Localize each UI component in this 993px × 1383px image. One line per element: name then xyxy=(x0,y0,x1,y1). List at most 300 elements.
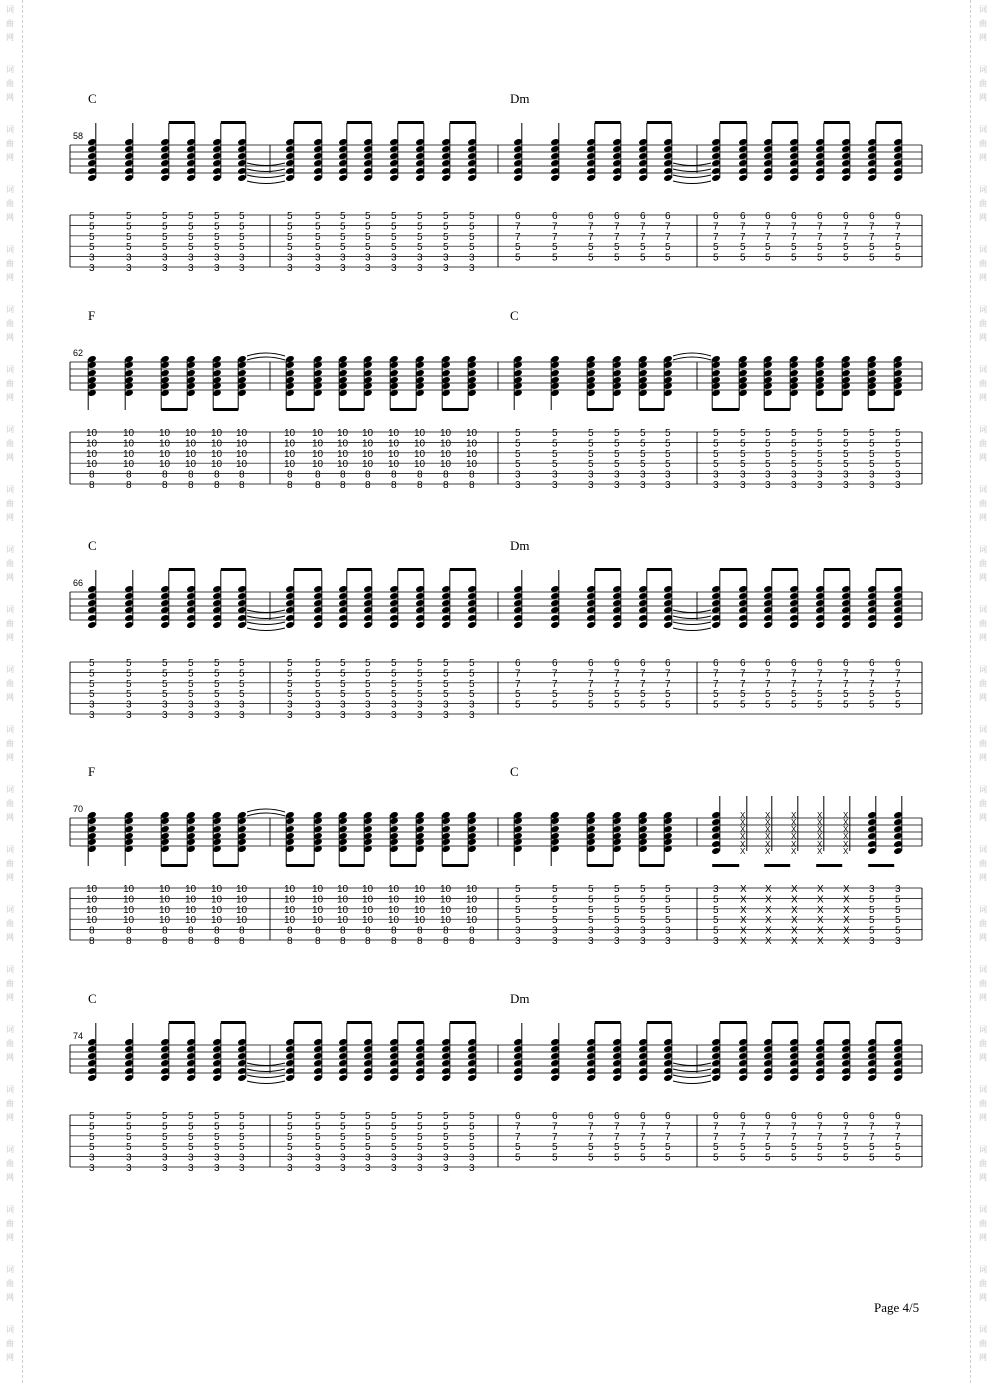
tab-number: 3 xyxy=(214,699,220,711)
watermark-char: 网 xyxy=(979,1173,987,1182)
tab-number: 10 xyxy=(466,894,478,906)
watermark-char: 曲 xyxy=(979,1339,987,1348)
tab-number: 7 xyxy=(765,221,771,233)
watermark-char: 曲 xyxy=(979,199,987,208)
muted-note-head: X xyxy=(817,847,823,856)
tab-number: 5 xyxy=(315,689,321,701)
beam xyxy=(647,568,672,571)
tab-number: 6 xyxy=(740,658,746,669)
tab-number: 5 xyxy=(365,242,371,254)
tab-number: 6 xyxy=(869,1111,875,1122)
tab-number: 5 xyxy=(126,211,132,222)
watermark-char: 词 xyxy=(979,305,987,314)
tab-number: 5 xyxy=(640,252,646,264)
tab-number: 5 xyxy=(817,689,823,701)
tab-number: 5 xyxy=(239,658,245,669)
tab-number: X xyxy=(817,915,824,927)
tab-number: 5 xyxy=(588,438,594,450)
tab-number: 3 xyxy=(515,480,521,491)
tab-number: 5 xyxy=(817,1142,823,1154)
watermark-char: 网 xyxy=(6,693,14,702)
tab-number: 10 xyxy=(362,428,374,439)
tab-number: 8 xyxy=(315,480,321,491)
tab-number: 5 xyxy=(417,1111,423,1122)
tab-number: 5 xyxy=(89,1111,95,1122)
tab-number: 5 xyxy=(765,699,771,711)
tab-number: 3 xyxy=(552,936,558,947)
tab-number: 5 xyxy=(162,678,168,690)
tab-number: 8 xyxy=(469,936,475,947)
tab-number: 3 xyxy=(214,252,220,264)
tab-number: 5 xyxy=(869,689,875,701)
tab-number: 5 xyxy=(515,904,521,916)
tab-number: 5 xyxy=(443,658,449,669)
tab-number: 5 xyxy=(552,459,558,471)
tab-number: X xyxy=(740,884,747,895)
tab-number: 10 xyxy=(466,884,478,895)
muted-note-head: X xyxy=(843,840,849,849)
tab-number: 3 xyxy=(214,1152,220,1164)
tab-number: 5 xyxy=(340,211,346,222)
tab-number: 10 xyxy=(86,904,98,916)
tab-number: 3 xyxy=(765,480,771,491)
watermark-char: 曲 xyxy=(979,139,987,148)
measure-number: 62 xyxy=(73,348,84,358)
tab-number: X xyxy=(817,925,824,937)
tab-number: 10 xyxy=(211,459,223,471)
tab-number: 5 xyxy=(340,1121,346,1133)
tab-number: 3 xyxy=(89,252,95,264)
watermark-char: 网 xyxy=(6,513,14,522)
tab-number: 7 xyxy=(791,221,797,233)
tab-number: 5 xyxy=(365,1121,371,1133)
tab-number: 5 xyxy=(315,242,321,254)
tab-number: 5 xyxy=(315,1111,321,1122)
muted-note-head: X xyxy=(817,818,823,827)
tab-number: 5 xyxy=(214,668,220,680)
tab-number: 3 xyxy=(713,884,719,895)
tab-number: 3 xyxy=(214,710,220,721)
tab-number: 7 xyxy=(515,231,521,243)
watermark-char: 词 xyxy=(6,905,14,914)
tab-number: X xyxy=(817,894,824,906)
muted-note-head: X xyxy=(740,840,746,849)
tab-number: 5 xyxy=(417,689,423,701)
watermark-char: 曲 xyxy=(6,439,14,448)
tab-number: 3 xyxy=(391,1163,397,1174)
tab-number: 10 xyxy=(414,894,426,906)
tab-number: 10 xyxy=(337,884,349,895)
tab-number: 6 xyxy=(765,658,771,669)
tab-number: X xyxy=(843,915,850,927)
tab-number: 3 xyxy=(469,252,475,264)
tab-number: 5 xyxy=(588,459,594,471)
muted-note-head: X xyxy=(740,825,746,834)
tab-number: 5 xyxy=(552,894,558,906)
tab-number: 10 xyxy=(362,915,374,927)
tab-number: 5 xyxy=(469,221,475,233)
beam xyxy=(647,121,672,124)
tab-number: X xyxy=(765,925,772,937)
tab-number: 10 xyxy=(414,438,426,450)
tab-number: X xyxy=(817,884,824,895)
tab-number: 5 xyxy=(315,1121,321,1133)
tab-number: 5 xyxy=(417,221,423,233)
tab-number: 5 xyxy=(588,894,594,906)
tab-number: 10 xyxy=(86,448,98,460)
tab-number: 5 xyxy=(895,904,901,916)
tab-number: 5 xyxy=(89,658,95,669)
tab-number: 5 xyxy=(895,428,901,439)
system-70 xyxy=(70,764,922,947)
tab-number: 5 xyxy=(869,448,875,460)
tab-number: 10 xyxy=(185,915,197,927)
tab-number: X xyxy=(765,884,772,895)
tab-number: 5 xyxy=(640,438,646,450)
tab-number: X xyxy=(791,884,798,895)
beam xyxy=(213,864,238,867)
muted-note-head: X xyxy=(791,811,797,820)
watermark-char: 曲 xyxy=(979,439,987,448)
tab-number: 8 xyxy=(89,936,95,947)
tab-number: 7 xyxy=(588,231,594,243)
tie xyxy=(247,357,285,360)
tab-number: 6 xyxy=(791,1111,797,1122)
tab-number: 10 xyxy=(362,884,374,895)
tab-number: 5 xyxy=(188,211,194,222)
page-number: Page 4/5 xyxy=(874,1300,920,1315)
tab-number: 5 xyxy=(665,438,671,450)
watermark-char: 网 xyxy=(979,573,987,582)
tab-number: 10 xyxy=(284,884,296,895)
watermark-char: 词 xyxy=(979,125,987,134)
watermark-char: 网 xyxy=(979,453,987,462)
tab-number: 3 xyxy=(443,710,449,721)
chord-name: F xyxy=(88,308,96,323)
tab-number: 6 xyxy=(614,211,620,222)
measure-number: 66 xyxy=(73,578,84,588)
watermark-char: 词 xyxy=(979,1145,987,1154)
watermark-char: 网 xyxy=(979,753,987,762)
tab-number: 3 xyxy=(713,480,719,491)
watermark-char: 词 xyxy=(979,845,987,854)
tab-number: 6 xyxy=(552,1111,558,1122)
tab-number: 5 xyxy=(614,459,620,471)
beam xyxy=(595,568,621,571)
watermark-char: 曲 xyxy=(979,499,987,508)
tab-number: 3 xyxy=(340,263,346,274)
beam xyxy=(595,121,621,124)
tab-number: 5 xyxy=(188,1131,194,1143)
tab-number: 6 xyxy=(713,658,719,669)
watermark-char: 网 xyxy=(6,1173,14,1182)
tab-number: 5 xyxy=(214,1111,220,1122)
tab-number: 5 xyxy=(162,1131,168,1143)
tab-number: 5 xyxy=(365,668,371,680)
watermark-char: 曲 xyxy=(979,679,987,688)
tab-number: 5 xyxy=(287,689,293,701)
tab-number: 5 xyxy=(515,689,521,701)
tab-number: 10 xyxy=(388,915,400,927)
tab-number: 5 xyxy=(869,428,875,439)
tab-number: 3 xyxy=(89,263,95,274)
tab-number: 5 xyxy=(340,231,346,243)
tab-number: 5 xyxy=(417,242,423,254)
muted-note-head: X xyxy=(791,847,797,856)
tab-number: 8 xyxy=(239,480,245,491)
tab-number: 5 xyxy=(614,689,620,701)
tab-number: 3 xyxy=(188,252,194,264)
tab-number: 3 xyxy=(162,263,168,274)
watermark-char: 词 xyxy=(979,1325,987,1334)
beam xyxy=(294,568,322,571)
tab-number: 5 xyxy=(315,211,321,222)
watermark-char: 词 xyxy=(6,1265,14,1274)
beam xyxy=(221,1021,246,1024)
tab-number: 8 xyxy=(214,936,220,947)
tab-number: 5 xyxy=(817,459,823,471)
beam xyxy=(639,408,664,411)
tab-number: 5 xyxy=(188,689,194,701)
tab-number: 5 xyxy=(817,438,823,450)
tab-number: 3 xyxy=(588,925,594,937)
tab-number: 10 xyxy=(86,915,98,927)
tab-number: 7 xyxy=(713,668,719,680)
muted-note-head: X xyxy=(843,818,849,827)
tab-number: 6 xyxy=(640,1111,646,1122)
tab-number: 5 xyxy=(552,1152,558,1164)
tab-number: 10 xyxy=(86,438,98,450)
tab-number: 3 xyxy=(315,710,321,721)
tab-number: 10 xyxy=(440,448,452,460)
tab-number: 5 xyxy=(552,438,558,450)
beam xyxy=(450,1021,476,1024)
tab-number: 7 xyxy=(614,678,620,690)
tab-number: 10 xyxy=(312,904,324,916)
beam xyxy=(221,121,246,124)
tab-number: 5 xyxy=(214,1131,220,1143)
tie xyxy=(673,181,711,184)
tab-number: 5 xyxy=(515,1142,521,1154)
beam xyxy=(824,568,850,571)
tab-number: 5 xyxy=(843,448,849,460)
tie xyxy=(247,1069,285,1072)
tab-number: 5 xyxy=(665,1152,671,1164)
tab-number: 3 xyxy=(239,699,245,711)
tab-number: 5 xyxy=(89,211,95,222)
beam xyxy=(347,568,372,571)
tab-number: 10 xyxy=(466,459,478,471)
tab-number: 7 xyxy=(614,668,620,680)
tab-number: 8 xyxy=(391,936,397,947)
watermark-char: 词 xyxy=(6,605,14,614)
tab-number: 3 xyxy=(365,1152,371,1164)
tab-number: 10 xyxy=(284,894,296,906)
tab-number: 5 xyxy=(239,1111,245,1122)
tab-number: 5 xyxy=(765,459,771,471)
watermark-char: 网 xyxy=(6,1353,14,1362)
tab-number: 8 xyxy=(340,469,346,481)
tab-number: 5 xyxy=(640,915,646,927)
beam xyxy=(772,568,798,571)
tab-number: 5 xyxy=(287,242,293,254)
tab-number: 6 xyxy=(895,211,901,222)
chord-name: Dm xyxy=(510,538,530,553)
tab-number: 7 xyxy=(869,1121,875,1133)
tab-number: 3 xyxy=(365,710,371,721)
tab-number: 3 xyxy=(214,263,220,274)
tab-number: 5 xyxy=(287,231,293,243)
tab-number: 5 xyxy=(552,428,558,439)
tab-number: 5 xyxy=(214,231,220,243)
tab-number: 7 xyxy=(869,221,875,233)
tab-number: 3 xyxy=(89,1152,95,1164)
tab-number: 5 xyxy=(89,689,95,701)
tab-number: 5 xyxy=(791,689,797,701)
watermark-char: 曲 xyxy=(979,559,987,568)
tab-number: 8 xyxy=(417,936,423,947)
muted-note-head: X xyxy=(765,825,771,834)
beam xyxy=(720,121,747,124)
tab-number: 5 xyxy=(515,242,521,254)
tab-number: 3 xyxy=(895,480,901,491)
tab-number: 8 xyxy=(443,480,449,491)
tab-number: 3 xyxy=(188,1163,194,1174)
tab-number: X xyxy=(740,936,747,947)
muted-note-head: X xyxy=(765,840,771,849)
watermark-char: 曲 xyxy=(6,799,14,808)
tab-number: 7 xyxy=(713,231,719,243)
tab-number: 5 xyxy=(640,894,646,906)
tab-number: 8 xyxy=(188,469,194,481)
tab-number: 5 xyxy=(469,242,475,254)
tab-number: 5 xyxy=(614,252,620,264)
watermark-char: 曲 xyxy=(979,1279,987,1288)
tab-number: 10 xyxy=(414,915,426,927)
tab-number: 7 xyxy=(665,231,671,243)
tab-number: 6 xyxy=(588,1111,594,1122)
tab-number: 10 xyxy=(159,904,171,916)
tab-number: 8 xyxy=(417,480,423,491)
tab-number: 5 xyxy=(614,438,620,450)
beam xyxy=(712,864,739,867)
muted-note-head: X xyxy=(765,811,771,820)
tab-number: 7 xyxy=(740,678,746,690)
tab-number: 5 xyxy=(391,678,397,690)
tab-number: 7 xyxy=(765,678,771,690)
watermark-char: 词 xyxy=(6,965,14,974)
tab-number: 3 xyxy=(188,699,194,711)
tab-number: 5 xyxy=(869,915,875,927)
tab-number: 5 xyxy=(340,658,346,669)
tab-number: 5 xyxy=(817,1152,823,1164)
tab-number: 10 xyxy=(440,459,452,471)
muted-note-head: X xyxy=(843,811,849,820)
tab-number: 5 xyxy=(391,231,397,243)
watermark-char: 网 xyxy=(979,1233,987,1242)
tab-number: 5 xyxy=(614,428,620,439)
tab-number: 3 xyxy=(417,1152,423,1164)
tab-number: 3 xyxy=(340,710,346,721)
tab-number: 6 xyxy=(843,1111,849,1122)
tab-number: 5 xyxy=(843,252,849,264)
tab-number: 5 xyxy=(895,1142,901,1154)
tab-number: 10 xyxy=(185,438,197,450)
tab-number: 5 xyxy=(665,448,671,460)
tab-number: 8 xyxy=(162,469,168,481)
tab-number: 5 xyxy=(740,699,746,711)
tab-number: 5 xyxy=(443,1131,449,1143)
tab-number: 5 xyxy=(515,448,521,460)
tab-number: 5 xyxy=(640,699,646,711)
tab-number: 6 xyxy=(869,211,875,222)
watermark-char: 曲 xyxy=(6,919,14,928)
tab-number: 3 xyxy=(126,710,132,721)
tab-number: 10 xyxy=(123,438,135,450)
beam xyxy=(347,121,372,124)
tab-number: X xyxy=(843,894,850,906)
watermark-char: 网 xyxy=(979,813,987,822)
tab-number: 8 xyxy=(188,936,194,947)
tab-number: 6 xyxy=(665,658,671,669)
tab-number: 10 xyxy=(159,428,171,439)
tab-number: 5 xyxy=(895,459,901,471)
tab-number: 3 xyxy=(817,480,823,491)
tab-number: 3 xyxy=(640,936,646,947)
tab-number: 10 xyxy=(362,438,374,450)
watermark-char: 曲 xyxy=(6,1279,14,1288)
tab-number: 5 xyxy=(869,925,875,937)
watermark-char: 网 xyxy=(6,273,14,282)
tab-number: 5 xyxy=(417,658,423,669)
beam xyxy=(639,864,664,867)
watermark-char: 词 xyxy=(6,5,14,14)
watermark-char: 曲 xyxy=(6,1099,14,1108)
beam xyxy=(161,864,187,867)
tab-number: 3 xyxy=(713,469,719,481)
tab-number: 5 xyxy=(843,699,849,711)
tab-number: 10 xyxy=(185,884,197,895)
beam xyxy=(339,408,364,411)
tab-number: 5 xyxy=(162,211,168,222)
watermark-char: 网 xyxy=(979,1353,987,1362)
tab-number: 3 xyxy=(552,480,558,491)
tab-number: 5 xyxy=(287,1131,293,1143)
muted-note-head: X xyxy=(817,832,823,841)
tie xyxy=(673,357,711,360)
tab-number: 5 xyxy=(895,252,901,264)
tab-number: 5 xyxy=(588,252,594,264)
tie xyxy=(247,622,285,625)
tab-number: 5 xyxy=(588,699,594,711)
tab-number: 5 xyxy=(315,658,321,669)
beam xyxy=(816,864,842,867)
beam xyxy=(868,408,894,411)
tab-number: 7 xyxy=(895,1121,901,1133)
watermark-char: 网 xyxy=(6,1233,14,1242)
system-58 xyxy=(70,91,922,274)
tab-number: 5 xyxy=(515,438,521,450)
tab-number: 7 xyxy=(740,668,746,680)
tab-number: 5 xyxy=(391,1131,397,1143)
tab-number: 5 xyxy=(614,1142,620,1154)
tab-number: 5 xyxy=(162,1121,168,1133)
tab-number: 5 xyxy=(895,915,901,927)
beam xyxy=(595,1021,621,1024)
watermark-char: 网 xyxy=(6,753,14,762)
watermark-char: 词 xyxy=(979,605,987,614)
tab-number: 3 xyxy=(443,252,449,264)
